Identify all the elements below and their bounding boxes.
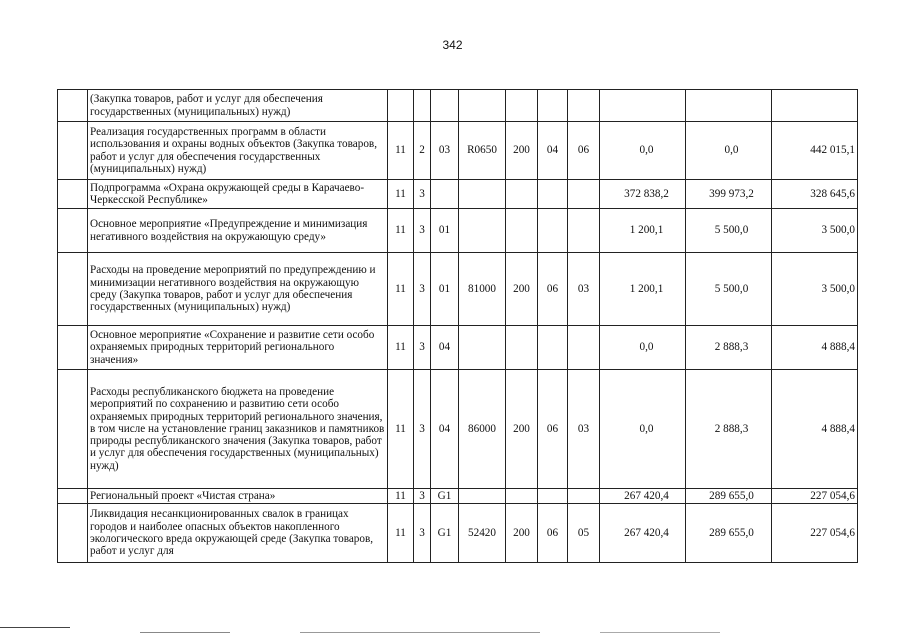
code-program: 11	[388, 489, 414, 504]
table-row	[58, 253, 858, 326]
row-description: Региональный проект «Чистая страна»	[88, 489, 388, 504]
amount-year-3: 227 054,6	[772, 489, 858, 504]
code-direction	[459, 180, 506, 209]
amount-year-2	[686, 90, 772, 122]
code-expense-type: 200	[506, 370, 538, 489]
code-expense-type: 200	[506, 253, 538, 326]
code-direction: R0650	[459, 122, 506, 180]
row-margin-cell	[58, 209, 88, 253]
code-direction: 52420	[459, 504, 506, 563]
code-section	[538, 90, 568, 122]
code-subprogram: 3	[414, 504, 431, 563]
table-row	[58, 370, 858, 489]
code-event: 04	[431, 370, 459, 489]
scan-artifact	[600, 632, 720, 633]
code-program: 11	[388, 180, 414, 209]
amount-year-1	[600, 90, 686, 122]
row-margin-cell	[58, 180, 88, 209]
code-section	[538, 326, 568, 370]
code-section: 06	[538, 370, 568, 489]
amount-year-1: 0,0	[600, 122, 686, 180]
table-row	[58, 504, 858, 563]
amount-year-1: 267 420,4	[600, 504, 686, 563]
code-subsection: 03	[568, 370, 600, 489]
code-event	[431, 180, 459, 209]
amount-year-2: 289 655,0	[686, 504, 772, 563]
code-event	[431, 90, 459, 122]
amount-year-3: 3 500,0	[772, 209, 858, 253]
row-description: Основное мероприятие «Предупреждение и минимизация негативного воздействия на окружающую среду»	[88, 209, 388, 253]
row-description: Ликвидация несанкционированных свалок в границах городов и наиболее опасных объектов накопленного экологического вреда окружающей среде (Закупка товаров, работ и услуг для	[88, 504, 388, 563]
code-subprogram: 3	[414, 326, 431, 370]
code-section: 06	[538, 504, 568, 563]
code-expense-type: 200	[506, 122, 538, 180]
amount-year-2: 399 973,2	[686, 180, 772, 209]
code-subprogram: 2	[414, 122, 431, 180]
code-program: 11	[388, 209, 414, 253]
amount-year-3: 4 888,4	[772, 370, 858, 489]
code-subprogram: 3	[414, 370, 431, 489]
table-row	[58, 180, 858, 209]
code-direction: 81000	[459, 253, 506, 326]
code-expense-type	[506, 489, 538, 504]
row-description: Расходы республиканского бюджета на проведение мероприятий по сохранению и развитию сети особо охраняемых природных территорий регионального значения, в том числе на установление границ заказников и памятников природы республиканского значения (Закупка товаров, работ и услуг для обеспечения государственных (муниципальных) нужд)	[88, 370, 388, 489]
amount-year-3	[772, 90, 858, 122]
row-margin-cell	[58, 253, 88, 326]
row-margin-cell	[58, 326, 88, 370]
code-expense-type	[506, 90, 538, 122]
code-subprogram	[414, 90, 431, 122]
table-row	[58, 326, 858, 370]
row-margin-cell	[58, 504, 88, 563]
amount-year-3: 328 645,6	[772, 180, 858, 209]
code-direction	[459, 489, 506, 504]
code-section: 06	[538, 253, 568, 326]
scan-artifact	[300, 632, 540, 633]
row-description: Основное мероприятие «Сохранение и развитие сети особо охраняемых природных территорий регионального значения»	[88, 326, 388, 370]
amount-year-2: 5 500,0	[686, 253, 772, 326]
amount-year-2: 2 888,3	[686, 326, 772, 370]
amount-year-1: 0,0	[600, 370, 686, 489]
code-subprogram: 3	[414, 180, 431, 209]
code-subsection	[568, 489, 600, 504]
code-expense-type	[506, 180, 538, 209]
scan-artifact	[140, 632, 230, 633]
amount-year-2: 0,0	[686, 122, 772, 180]
scan-artifact	[0, 627, 70, 628]
row-margin-cell	[58, 489, 88, 504]
row-margin-cell	[58, 122, 88, 180]
amount-year-2: 289 655,0	[686, 489, 772, 504]
amount-year-1: 1 200,1	[600, 253, 686, 326]
code-subsection: 06	[568, 122, 600, 180]
code-section	[538, 489, 568, 504]
row-description: Расходы на проведение мероприятий по предупреждению и минимизации негативного воздействия на окружающую среду (Закупка товаров, работ и услуг для обеспечения государственных (муниципальных) нужд)	[88, 253, 388, 326]
code-direction	[459, 209, 506, 253]
code-program: 11	[388, 326, 414, 370]
amount-year-1: 1 200,1	[600, 209, 686, 253]
table-row	[58, 209, 858, 253]
table-row	[58, 90, 858, 122]
code-subsection	[568, 90, 600, 122]
amount-year-1: 372 838,2	[600, 180, 686, 209]
row-description: Подпрограмма «Охрана окружающей среды в Карачаево-Черкесской Республике»	[88, 180, 388, 209]
code-expense-type	[506, 209, 538, 253]
amount-year-3: 442 015,1	[772, 122, 858, 180]
code-event: G1	[431, 504, 459, 563]
code-section: 04	[538, 122, 568, 180]
budget-table	[57, 89, 858, 563]
row-description: (Закупка товаров, работ и услуг для обеспечения государственных (муниципальных) нужд)	[88, 90, 388, 122]
code-program: 11	[388, 122, 414, 180]
code-event: G1	[431, 489, 459, 504]
code-section	[538, 180, 568, 209]
code-event: 03	[431, 122, 459, 180]
code-subprogram: 3	[414, 489, 431, 504]
code-expense-type: 200	[506, 504, 538, 563]
amount-year-2: 5 500,0	[686, 209, 772, 253]
code-subsection	[568, 326, 600, 370]
code-subsection	[568, 180, 600, 209]
code-subsection	[568, 209, 600, 253]
code-event: 04	[431, 326, 459, 370]
code-direction	[459, 90, 506, 122]
amount-year-3: 4 888,4	[772, 326, 858, 370]
amount-year-1: 0,0	[600, 326, 686, 370]
code-subprogram: 3	[414, 253, 431, 326]
amount-year-3: 3 500,0	[772, 253, 858, 326]
code-expense-type	[506, 326, 538, 370]
code-direction	[459, 326, 506, 370]
code-event: 01	[431, 209, 459, 253]
row-margin-cell	[58, 90, 88, 122]
code-program: 11	[388, 370, 414, 489]
code-section	[538, 209, 568, 253]
table-row	[58, 122, 858, 180]
code-program: 11	[388, 504, 414, 563]
table-row	[58, 489, 858, 504]
row-margin-cell	[58, 370, 88, 489]
amount-year-1: 267 420,4	[600, 489, 686, 504]
row-description: Реализация государственных программ в области использования и охраны водных объектов (Закупка товаров, работ и услуг для обеспечения государственных (муниципальных) нужд)	[88, 122, 388, 180]
code-subprogram: 3	[414, 209, 431, 253]
amount-year-2: 2 888,3	[686, 370, 772, 489]
amount-year-3: 227 054,6	[772, 504, 858, 563]
code-subsection: 03	[568, 253, 600, 326]
code-direction: 86000	[459, 370, 506, 489]
code-program: 11	[388, 253, 414, 326]
page-number: 342	[442, 38, 463, 52]
code-program	[388, 90, 414, 122]
code-subsection: 05	[568, 504, 600, 563]
code-event: 01	[431, 253, 459, 326]
